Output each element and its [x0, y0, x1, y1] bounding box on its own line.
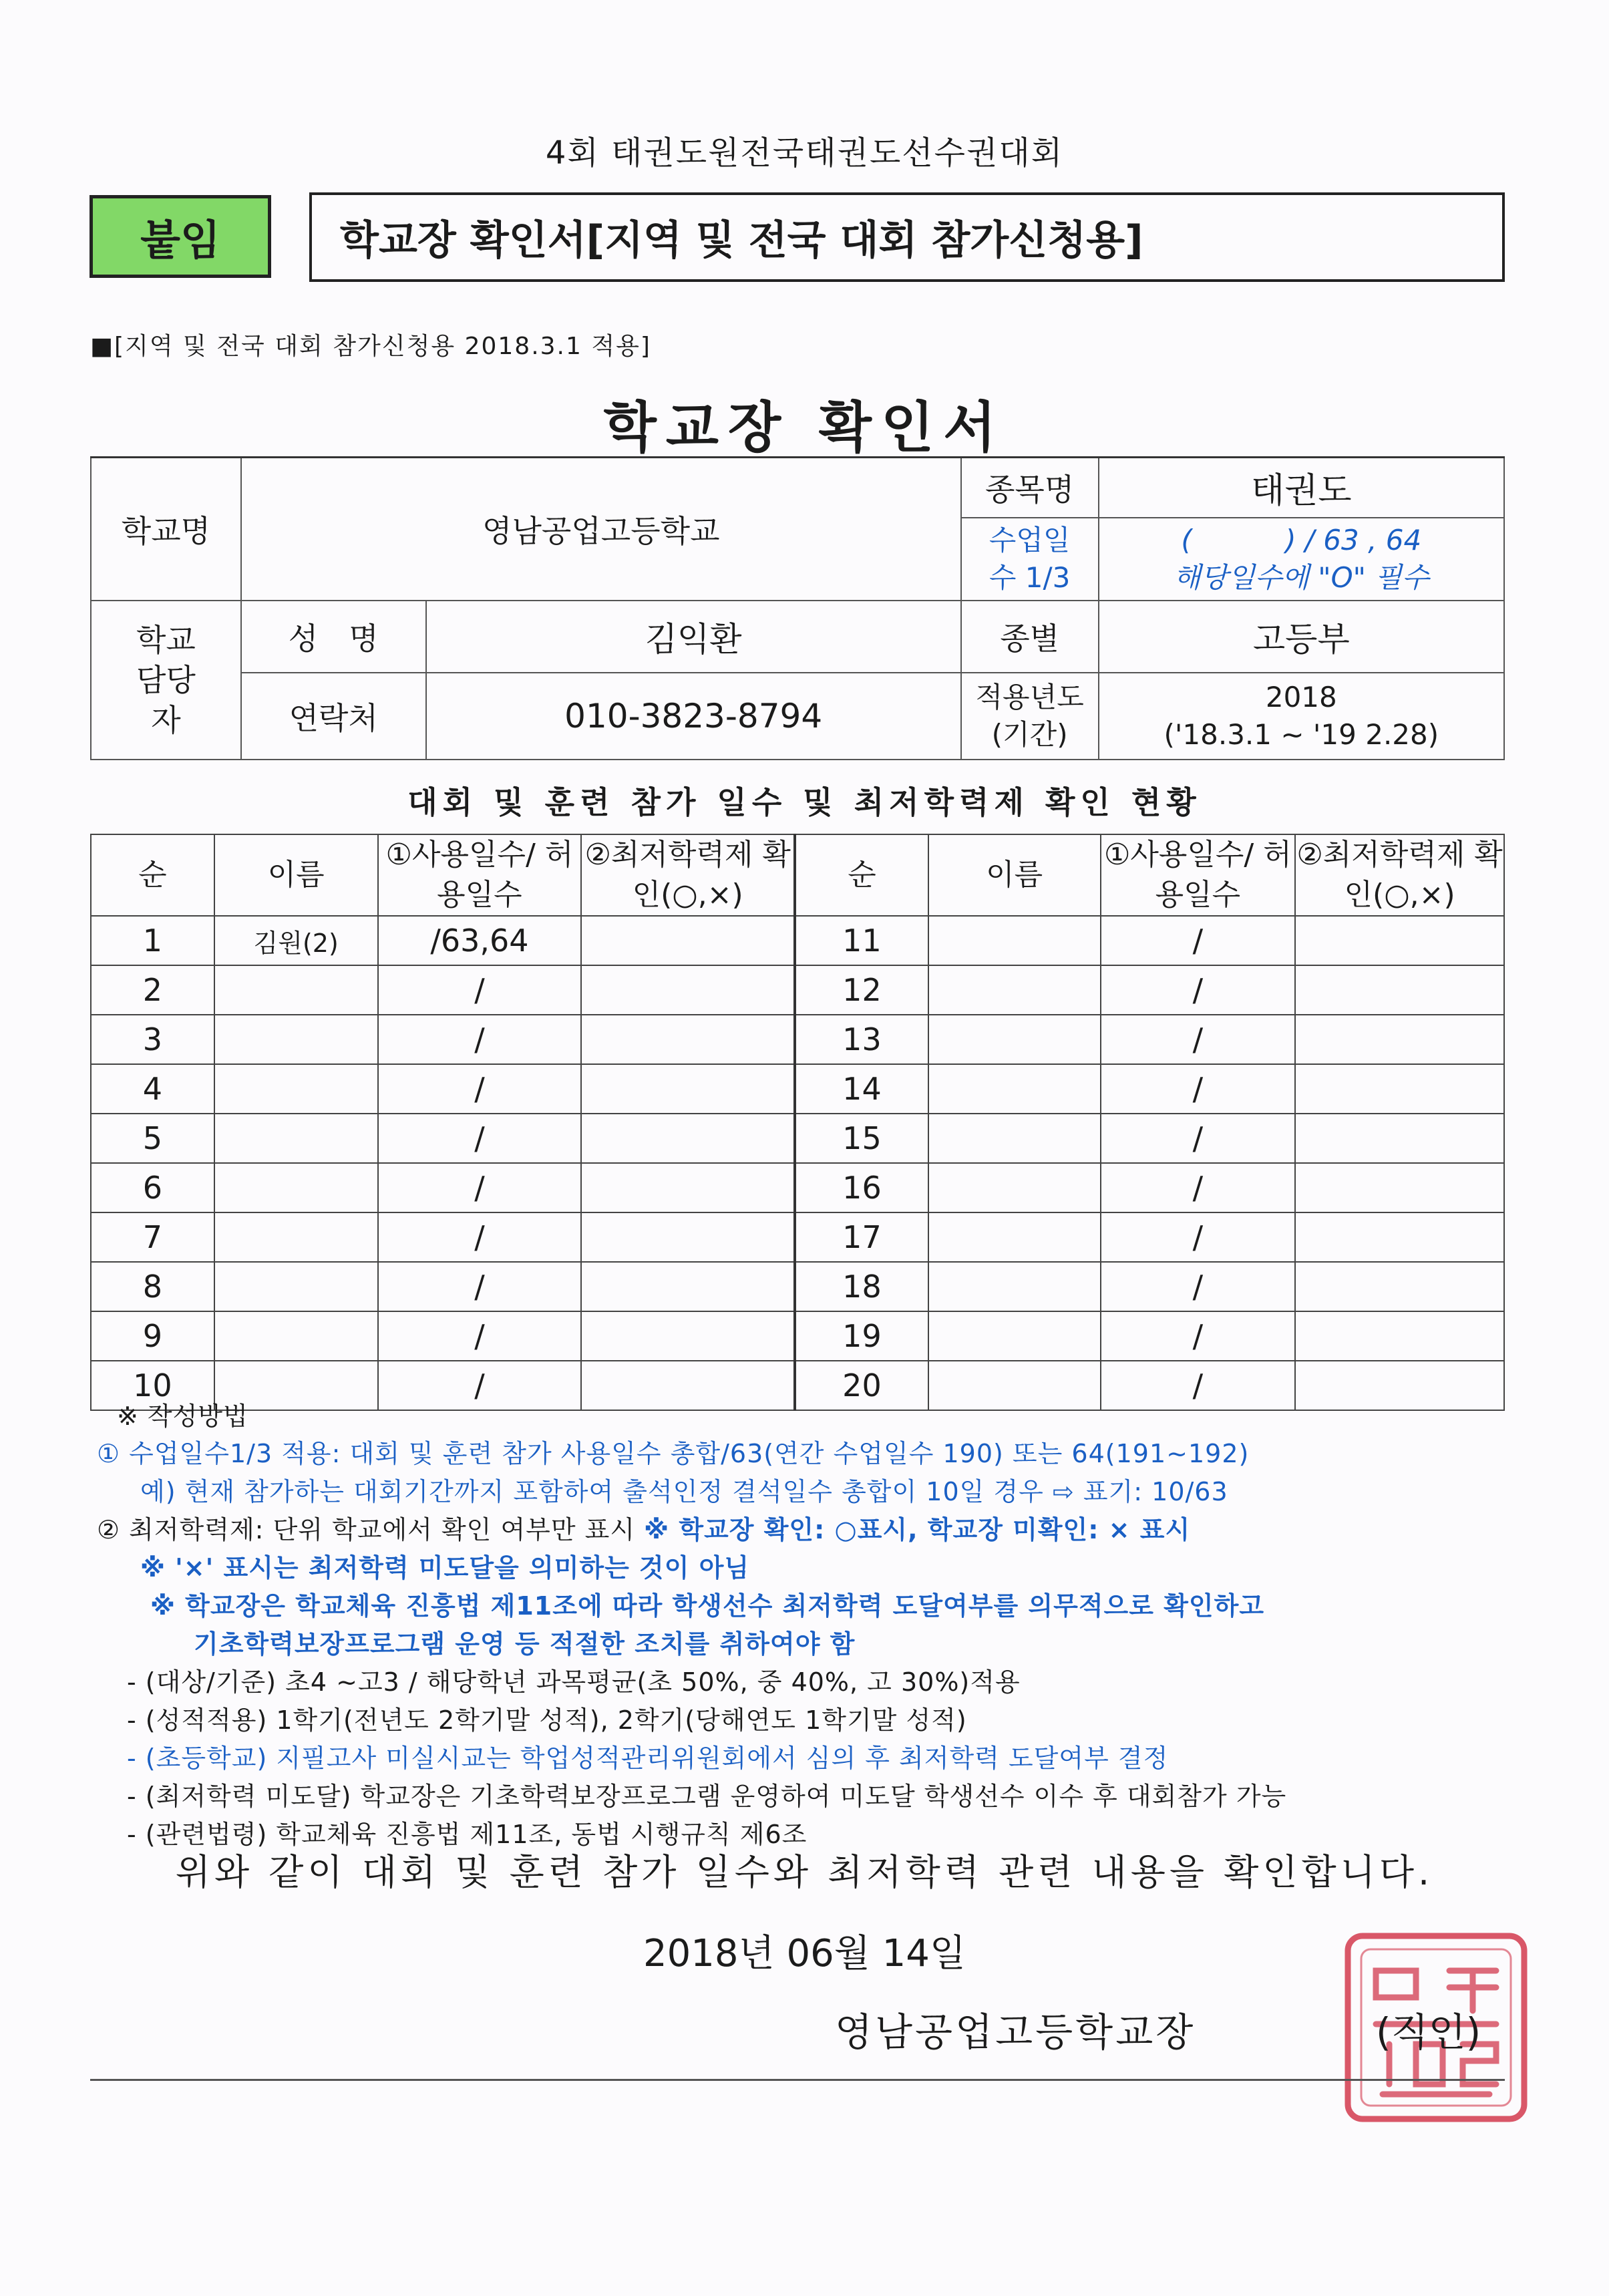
division-value: 고등부 [1099, 601, 1504, 673]
table-row [91, 1212, 1504, 1262]
table-row [91, 1114, 1504, 1163]
issue-date: 2018년 06월 14일 [643, 1932, 966, 1975]
row-days: / [378, 1212, 582, 1262]
row-no: 16 [795, 1163, 928, 1212]
row-no: 4 [91, 1064, 214, 1114]
rule-related-law: - (관련법령) 학교체육 진흥법 제11조, 동법 시행규칙 제6조 [127, 1820, 808, 1849]
instruction-2-mark-rule: ※ 학교장 확인: ○표시, 학교장 미확인: × 표시 [644, 1515, 1191, 1544]
row-name [214, 1114, 378, 1163]
row-name [928, 1212, 1101, 1262]
confirmation-statement: 위와 같이 대회 및 훈련 참가 일수와 최저학력 관련 내용을 확인합니다. [175, 1851, 1434, 1893]
instruction-1-line-2: 예) 현재 참가하는 대회기간까지 포함하여 출석인정 결석일수 총합이 10일 경우 ⇨ 표기: 10/63 [140, 1477, 1228, 1506]
table-row [91, 1262, 1504, 1311]
row-name [928, 1015, 1101, 1064]
row-days: / [1101, 1361, 1296, 1410]
row-no: 15 [795, 1114, 928, 1163]
row-days: / [378, 1163, 582, 1212]
row-check [581, 1163, 795, 1212]
row-check [1295, 1262, 1504, 1311]
row-check [581, 1262, 795, 1311]
header-no: 순 [795, 834, 928, 916]
row-no: 14 [795, 1064, 928, 1114]
school-value: 영남공업고등학교 [241, 458, 961, 601]
row-check [1295, 1015, 1504, 1064]
phone-label: 연락처 [241, 673, 426, 760]
row-days: / [1101, 965, 1296, 1015]
roster-table [90, 834, 1505, 1411]
status-title: 대회 및 훈련 참가 일수 및 최저학력제 확인 현황 [407, 784, 1202, 820]
header-days: ①사용일수/ 허용일수 [378, 834, 582, 916]
row-name [928, 916, 1101, 965]
contact-label: 학교 담당자 [91, 601, 241, 760]
attachment-label: 붙임 [90, 195, 271, 278]
phone-value: 010-3823-8794 [426, 673, 961, 760]
name-value: 김익환 [426, 601, 961, 673]
row-days: / [378, 1064, 582, 1114]
row-check [1295, 1114, 1504, 1163]
row-no: 10 [91, 1361, 214, 1410]
row-no: 5 [91, 1114, 214, 1163]
row-days: / [378, 1114, 582, 1163]
year-period: ('18.3.1 ~ '19 2.28) [1164, 717, 1439, 751]
note-x-mark: ※ '×' 표시는 최저학력 미도달을 의미하는 것이 아님 [140, 1553, 750, 1583]
header-check: ②최저학력제 확인(○,×) [1295, 834, 1504, 916]
row-days: / [1101, 1212, 1296, 1262]
row-days: / [1101, 916, 1296, 965]
class-days-value: ( ) / 63 , 64 [1181, 523, 1422, 556]
seal-placeholder: (직인) [1376, 2009, 1481, 2055]
note-duty-line-2: 기초학력보장프로그램 운영 등 적절한 조치를 취하여야 함 [194, 1629, 856, 1659]
instructions-heading: ※ 작성방법 [117, 1402, 248, 1431]
rule-target: - (대상/기준) 초4 ~고3 / 해당학년 과목평균(초 50%, 중 40%, 고 30%)적용 [127, 1667, 1021, 1697]
table-row [91, 1311, 1504, 1361]
row-name [214, 1212, 378, 1262]
row-days: / [1101, 1064, 1296, 1114]
row-no: 20 [795, 1361, 928, 1410]
header-days: ①사용일수/ 허용일수 [1101, 834, 1296, 916]
row-name [214, 1262, 378, 1311]
row-check [581, 1015, 795, 1064]
row-days: / [1101, 1262, 1296, 1311]
sport-value: 태권도 [1099, 458, 1504, 518]
row-check [581, 965, 795, 1015]
row-no: 2 [91, 965, 214, 1015]
row-name [214, 1311, 378, 1361]
row-name [928, 965, 1101, 1015]
row-days: / [1101, 1163, 1296, 1212]
sport-label: 종목명 [961, 458, 1099, 518]
row-no: 12 [795, 965, 928, 1015]
header-no: 순 [91, 834, 214, 916]
instruction-1-line-1: ① 수업일수1/3 적용: 대회 및 훈련 참가 사용일수 총합/63(연간 수업일수 190) 또는 64(191~192) [97, 1439, 1250, 1468]
header-check: ②최저학력제 확인(○,×) [581, 834, 795, 916]
row-days: / [378, 1311, 582, 1361]
row-no: 9 [91, 1311, 214, 1361]
row-check [581, 1212, 795, 1262]
applicability-note: ■[지역 및 전국 대회 참가신청용 2018.3.1 적용] [90, 333, 651, 360]
row-check [1295, 1212, 1504, 1262]
document-title: 학교장 확인서 [603, 396, 1006, 460]
row-no: 18 [795, 1262, 928, 1311]
row-name [214, 1015, 378, 1064]
row-no: 8 [91, 1262, 214, 1311]
row-check [581, 1114, 795, 1163]
event-title: 4회 태권도원전국태권도선수권대회 [545, 134, 1064, 172]
table-row [91, 1361, 1504, 1410]
class-days-label: 수업일수 1/3 [961, 518, 1099, 601]
row-no: 17 [795, 1212, 928, 1262]
row-name [214, 1064, 378, 1114]
info-table [90, 456, 1505, 760]
row-days: /63,64 [378, 916, 582, 965]
name-label: 성 명 [241, 601, 426, 673]
row-days: / [1101, 1015, 1296, 1064]
row-check [1295, 1311, 1504, 1361]
row-no: 3 [91, 1015, 214, 1064]
row-days: / [378, 1262, 582, 1311]
division-label: 종별 [961, 601, 1099, 673]
row-check [581, 1361, 795, 1410]
row-check [581, 916, 795, 965]
table-row [91, 916, 1504, 965]
table-row [91, 965, 1504, 1015]
header-name: 이름 [928, 834, 1101, 916]
row-check [1295, 965, 1504, 1015]
year-value: 2018 [1265, 680, 1337, 713]
principal-signature: 영남공업고등학교장 [835, 2009, 1196, 2055]
row-name [928, 1064, 1101, 1114]
note-duty-line-1: ※ 학교장은 학교체육 진흥법 제11조에 따라 학생선수 최저학력 도달여부를 의무적으로 확인하고 [150, 1591, 1265, 1621]
school-label: 학교명 [91, 458, 241, 601]
rule-grading: - (성적적용) 1학기(전년도 2학기말 성적), 2학기(당해연도 1학기말 성적) [127, 1705, 967, 1735]
row-check [581, 1064, 795, 1114]
row-check [581, 1311, 795, 1361]
table-row [91, 1163, 1504, 1212]
header-name: 이름 [214, 834, 378, 916]
row-name: 김원(2) [214, 916, 378, 965]
row-name [928, 1311, 1101, 1361]
rule-below-minimum: - (최저학력 미도달) 학교장은 기초학력보장프로그램 운영하여 미도달 학생선수 이수 후 대회참가 가능 [127, 1782, 1287, 1811]
year-label: 적용년도 (기간) [961, 673, 1099, 760]
row-no: 11 [795, 916, 928, 965]
form-heading: 학교장 확인서[지역 및 전국 대회 참가신청용] [309, 192, 1505, 282]
row-name [928, 1361, 1101, 1410]
row-check [1295, 1064, 1504, 1114]
row-name [214, 965, 378, 1015]
rule-elementary: - (초등학교) 지필고사 미실시교는 학업성적관리위원회에서 심의 후 최저학력 도달여부 결정 [127, 1744, 1169, 1773]
row-no: 19 [795, 1311, 928, 1361]
instruction-2-text: ② 최저학력제: 단위 학교에서 확인 여부만 표시 [97, 1515, 645, 1544]
row-days: / [378, 1015, 582, 1064]
row-days: / [378, 1361, 582, 1410]
row-check [1295, 916, 1504, 965]
row-check [1295, 1361, 1504, 1410]
row-no: 7 [91, 1212, 214, 1262]
row-name [928, 1114, 1101, 1163]
row-days: / [1101, 1114, 1296, 1163]
row-no: 13 [795, 1015, 928, 1064]
row-name [928, 1163, 1101, 1212]
bottom-divider [90, 2079, 1505, 2081]
table-row [91, 1064, 1504, 1114]
row-days: / [1101, 1311, 1296, 1361]
row-name [214, 1163, 378, 1212]
class-days-note: 해당일수에 "O" 필수 [1174, 560, 1429, 594]
row-check [1295, 1163, 1504, 1212]
row-no: 6 [91, 1163, 214, 1212]
row-no: 1 [91, 916, 214, 965]
row-days: / [378, 965, 582, 1015]
row-name [928, 1262, 1101, 1311]
table-row [91, 1015, 1504, 1064]
